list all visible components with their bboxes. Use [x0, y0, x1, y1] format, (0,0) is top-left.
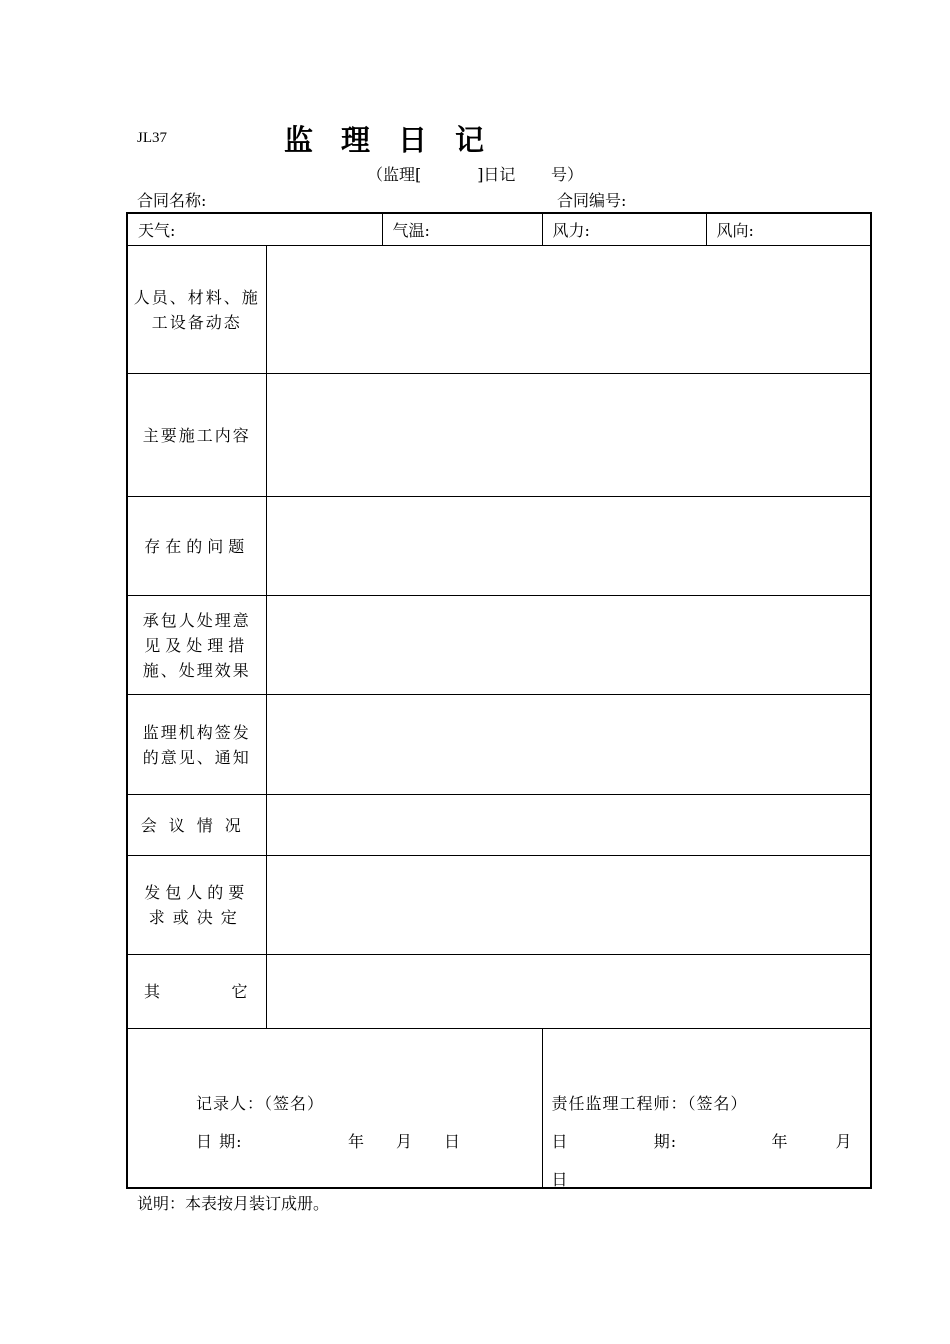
recorder-label: 记录人：（签名） — [196, 1094, 325, 1113]
row-label-other: 其 它 — [127, 955, 266, 1029]
wind-direction-field[interactable] — [706, 213, 871, 246]
engineer-date-line: 日 期: 年 月日 — [551, 1132, 853, 1189]
row-label-employer-requirements: 发包人的要 求或决定 — [127, 856, 266, 955]
contractor-handling-content-field[interactable] — [266, 596, 871, 695]
row-label-meetings: 会议情况 — [127, 795, 266, 856]
engineer-label: 责任监理工程师：（签名） — [551, 1094, 748, 1113]
table-row — [127, 795, 871, 856]
wind-direction-label: 风向: — [716, 221, 754, 240]
temperature-label: 气温: — [392, 221, 430, 240]
table-row — [127, 856, 871, 955]
temperature-field[interactable] — [382, 213, 542, 246]
table-row — [127, 246, 871, 374]
footer-note: 说明：本表按月装订成册。 — [137, 1194, 330, 1213]
row-label-contractor-handling: 承包人处理意 见及处理措 施、处理效果 — [127, 596, 266, 695]
engineer-signature-field[interactable] — [542, 1029, 871, 1189]
table-row — [127, 695, 871, 795]
table-row — [127, 955, 871, 1029]
signature-row — [127, 1029, 871, 1189]
row-label-issues: 存在的问题 — [127, 497, 266, 596]
row-label-personnel: 人员、材料、施 工设备动态 — [127, 246, 266, 374]
weather-label: 天气: — [138, 221, 176, 240]
row-label-main-work: 主要施工内容 — [127, 374, 266, 497]
supervision-notices-content-field[interactable] — [266, 695, 871, 795]
meetings-content-field[interactable] — [266, 795, 871, 856]
row-label-supervision-notices: 监理机构签发 的意见、通知 — [127, 695, 266, 795]
personnel-content-field[interactable] — [266, 246, 871, 374]
page-title: 监理日记 — [284, 123, 513, 157]
weather-field[interactable] — [127, 213, 382, 246]
other-content-field[interactable] — [266, 955, 871, 1029]
contract-number-label: 合同编号: — [557, 191, 627, 210]
weather-row — [127, 213, 871, 246]
employer-requirements-content-field[interactable] — [266, 856, 871, 955]
main-work-content-field[interactable] — [266, 374, 871, 497]
recorder-signature-field[interactable] — [127, 1029, 542, 1189]
table-row — [127, 374, 871, 497]
wind-force-field[interactable] — [542, 213, 706, 246]
contract-name-label: 合同名称: — [137, 191, 207, 210]
wind-force-label: 风力: — [552, 221, 590, 240]
diary-form-table — [126, 212, 872, 1189]
form-code: JL37 — [137, 130, 167, 146]
table-row — [127, 497, 871, 596]
table-row — [127, 596, 871, 695]
issues-content-field[interactable] — [266, 497, 871, 596]
recorder-date-line: 日 期: 年 月 日 — [196, 1132, 462, 1151]
diary-number-line: （监理[ ]日记 号） — [367, 165, 584, 184]
